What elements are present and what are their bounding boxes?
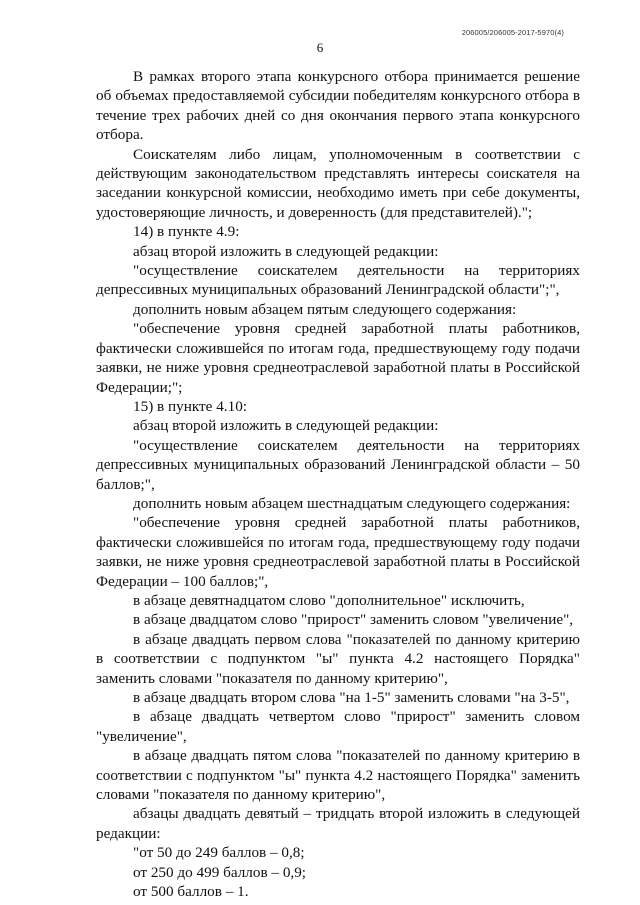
page-number: 6	[316, 40, 324, 55]
coefficient-line: "от 50 до 249 баллов – 0,8;	[133, 844, 305, 862]
paragraph-twenty-first: в абзаце двадцать первом слова "показателей по данному критерию в соответствии с подпунктом "ы" пункта 4.2 настоящего Порядка" заменить словами "показателя по данному критерию",	[96, 630, 580, 687]
coefficient-line: от 250 до 499 баллов – 0,9;	[133, 863, 307, 881]
paragraph-add-sixteenth: дополнить новым абзацем шестнадцатым следующего содержания:	[133, 494, 571, 512]
document-body	[96, 67, 580, 901]
document-id: 206005/206005-2017-5970(4)	[461, 28, 564, 37]
paragraph-activity-depressed-areas: "осуществление соискателем деятельности на территориях депрессивных муниципальных образований Ленинградской области";",	[96, 262, 580, 299]
paragraph-twenty-fourth: в абзаце двадцать четвертом слово "прирост" заменить словом "увеличение",	[96, 708, 580, 745]
paragraph-salary-level-1: "обеспечение уровня средней заработной платы работников, фактически сложившейся по итогам года, предшествующему году подачи заявки, не ниже уровня среднеотраслевой заработной платы в Российской Федерации;";	[96, 320, 580, 396]
paragraph-add-fifth: дополнить новым абзацем пятым следующего содержания:	[133, 300, 517, 318]
paragraph-twenty-ninth-thirty-second: абзацы двадцать девятый – тридцать второй изложить в следующей редакции:	[96, 805, 580, 842]
paragraph-nineteenth: в абзаце девятнадцатом слово "дополнительное" исключить,	[133, 591, 525, 609]
paragraph-twentieth: в абзаце двадцатом слово "прирост" заменить словом "увеличение",	[133, 611, 574, 629]
paragraph-second-paragraph-4-9: абзац второй изложить в следующей редакции:	[133, 242, 439, 260]
paragraph-item-14: 14) в пункте 4.9:	[133, 223, 240, 241]
coefficient-line: от 500 баллов – 1.	[133, 883, 249, 901]
paragraph-salary-level-100-points: "обеспечение уровня средней заработной платы работников, фактически сложившейся по итогам года, предшествующему году подачи заявки, не ниже уровня среднеотраслевой заработной платы в Российской Федерации – 100 баллов;",	[96, 514, 580, 590]
paragraph-applicants-documents: Соискателям либо лицам, уполномоченным в соответствии с действующим законодательством представлять интересы соискателя на заседании конкурсной комиссии, необходимо иметь при себе документы, удостоверяющие личность, и доверенность (для представителей).";	[96, 145, 580, 221]
paragraph-activity-50-points: "осуществление соискателем деятельности на территориях депрессивных муниципальных образований Ленинградской области – 50 баллов;",	[96, 436, 580, 493]
paragraph-stage-two-decision: В рамках второго этапа конкурсного отбора принимается решение об объемах предоставляемой субсидии победителям конкурсного отбора в течение трех рабочих дней со дня окончания первого этапа конкурсного отбора.	[96, 68, 580, 144]
paragraph-twenty-fifth: в абзаце двадцать пятом слова "показателей по данному критерию в соответствии с подпунктом "ы" пункта 4.2 настоящего Порядка" заменить словами "показателя по данному критерию",	[96, 747, 580, 804]
paragraph-twenty-second: в абзаце двадцать втором слова "на 1-5" заменить словами "на 3-5",	[133, 689, 570, 706]
paragraph-item-15: 15) в пункте 4.10:	[133, 397, 248, 415]
paragraph-second-paragraph-4-10: абзац второй изложить в следующей редакции:	[133, 417, 439, 435]
